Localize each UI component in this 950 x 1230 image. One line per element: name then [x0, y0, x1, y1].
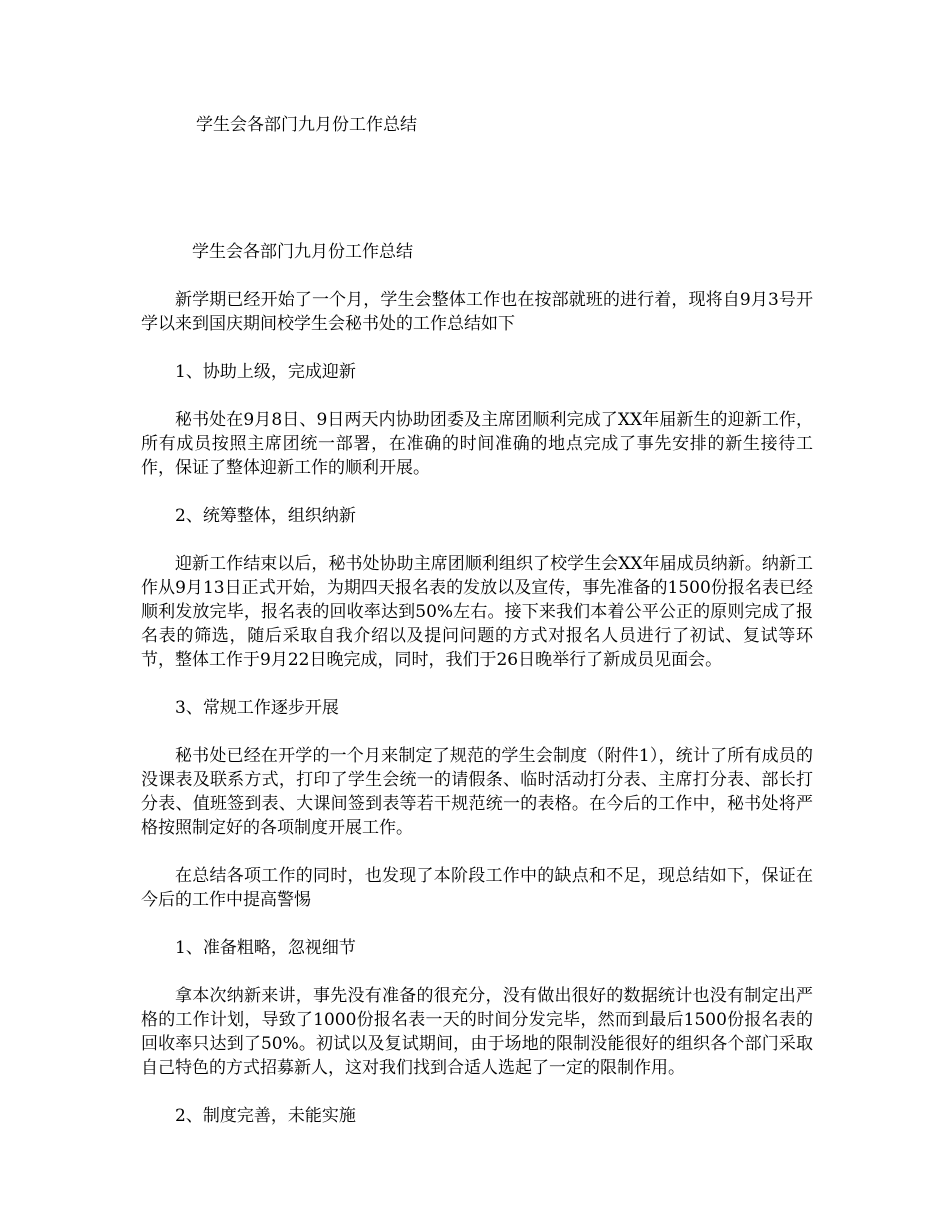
shortcoming-paragraph-1: 拿本次纳新来讲，事先没有准备的很充分，没有做出很好的数据统计也没有制定出严格的工作计划，导致了1000份报名表一天的时间分发完毕，然而到最后1500份报名表的回收率只达到了50%。初试以及复试期间，由于场地的限制没能很好的组织各个部门采取自己特色的方式招募新人，这对我们找到合适人选起了一定的限制作用。 [141, 986, 813, 1078]
document-title: 学生会各部门九月份工作总结 [196, 115, 417, 135]
section-paragraph-2: 迎新工作结束以后，秘书处协助主席团顺利组织了校学生会XX年届成员纳新。纳新工作从9月13日正式开始，为期四天报名表的发放以及宣传，事先准备的1500份报名表已经顺利发放完毕，报名表的回收率达到50%左右。接下来我们本着公平公正的原则完成了报名表的筛选，随后采取自我介绍以及提问问题的方式对报名人员进行了初试、复试等环节，整体工作于9月22日晚完成，同时，我们于26日晚举行了新成员见面会。 [141, 554, 813, 670]
section-heading-2: 2、统筹整体，组织纳新 [175, 506, 356, 526]
intro-paragraph: 新学期已经开始了一个月，学生会整体工作也在按部就班的进行着，现将自9月3号开学以来到国庆期间校学生会秘书处的工作总结如下 [141, 290, 813, 334]
shortcomings-intro: 在总结各项工作的同时，也发现了本阶段工作中的缺点和不足，现总结如下，保证在今后的工作中提高警惕 [141, 866, 813, 910]
section-heading-1: 1、协助上级，完成迎新 [175, 362, 356, 382]
section-paragraph-3: 秘书处已经在开学的一个月来制定了规范的学生会制度（附件1），统计了所有成员的没课表及联系方式，打印了学生会统一的请假条、临时活动打分表、主席打分表、部长打分表、值班签到表、大课间签到表等若干规范统一的表格。在今后的工作中，秘书处将严格按照制定好的各项制度开展工作。 [141, 746, 813, 838]
shortcoming-heading-2: 2、制度完善，未能实施 [175, 1106, 356, 1126]
document-body [141, 240, 813, 1152]
section-heading-3: 3、常规工作逐步开展 [175, 698, 339, 718]
section-paragraph-1: 秘书处在9月8日、9日两天内协助团委及主席团顺利完成了XX年届新生的迎新工作，所有成员按照主席团统一部署，在准确的时间准确的地点完成了事先安排的新生接待工作，保证了整体迎新工作的顺利开展。 [141, 410, 813, 478]
body-heading: 学生会各部门九月份工作总结 [192, 242, 413, 262]
shortcoming-heading-1: 1、准备粗略，忽视细节 [175, 938, 356, 958]
